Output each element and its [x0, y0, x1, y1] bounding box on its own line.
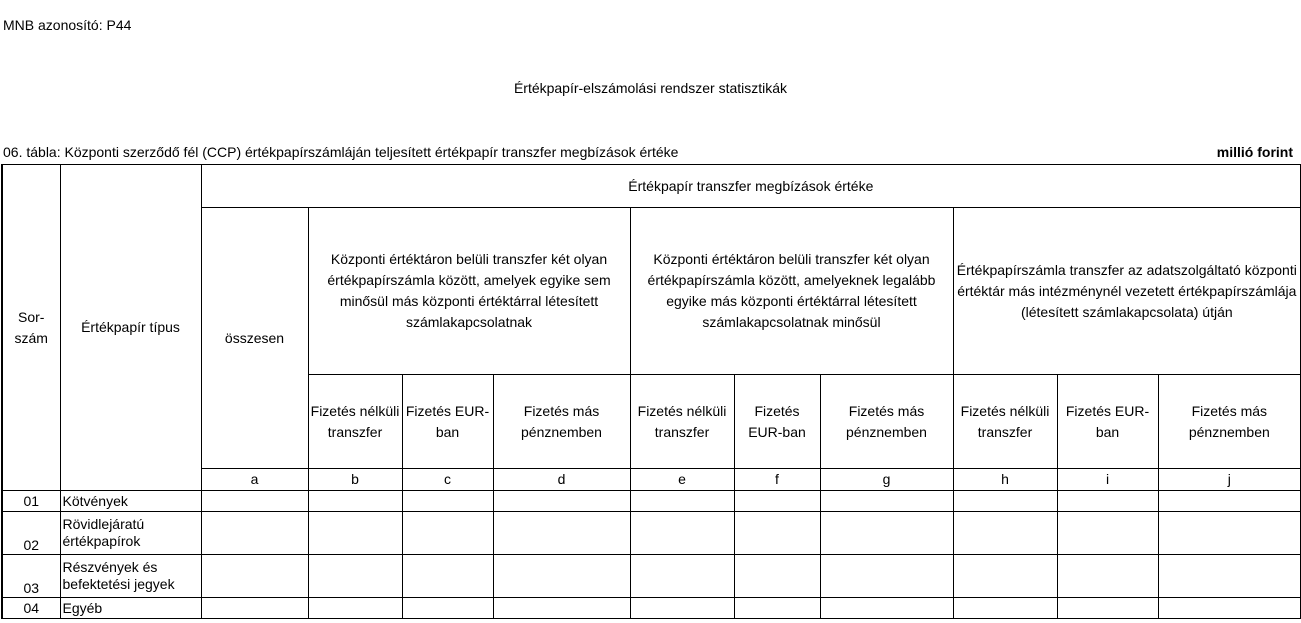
value-cell[interactable] — [820, 555, 953, 598]
value-cell[interactable] — [402, 512, 493, 555]
value-cell[interactable] — [308, 512, 402, 555]
value-cell[interactable] — [630, 491, 734, 512]
statistics-table — [1, 164, 1301, 619]
value-cell[interactable] — [402, 491, 493, 512]
value-cell[interactable] — [493, 491, 630, 512]
header-sub-col: Fizetés más pénznemben — [493, 375, 630, 469]
column-letter: g — [820, 469, 953, 491]
header-subgroup-2: Központi értéktáron belüli transzfer két olyan értékpapírszámla között, amelyeknek legalább egyike más központi értéktárral létesített számlakapcsolatnak minősül — [630, 208, 953, 375]
column-letter: b — [308, 469, 402, 491]
value-cell[interactable] — [1158, 598, 1301, 619]
header-transfer-value: Értékpapír transzfer megbízások értéke — [201, 165, 1301, 208]
value-cell[interactable] — [402, 598, 493, 619]
value-cell[interactable] — [201, 491, 308, 512]
table-row — [2, 491, 1301, 512]
header-sub-col: Fizetés más pénznemben — [1158, 375, 1301, 469]
value-cell[interactable] — [953, 555, 1057, 598]
row-security-type: Egyéb — [60, 598, 201, 619]
value-cell[interactable] — [734, 512, 820, 555]
row-number: 01 — [2, 491, 60, 512]
header-total: összesen — [201, 208, 308, 469]
table-row — [2, 598, 1301, 619]
header-sub-col: Fizetés EUR-ban — [1057, 375, 1158, 469]
value-cell[interactable] — [630, 555, 734, 598]
value-cell[interactable] — [493, 598, 630, 619]
header-sub-col: Fizetés nélküli transzfer — [308, 375, 402, 469]
table-row — [2, 555, 1301, 598]
value-cell[interactable] — [820, 491, 953, 512]
header-subgroup-3: Értékpapírszámla transzfer az adatszolgáltató központi értéktár más intézménynél vezetett értékpapírszámlája (létesített számlakapcsolata) útján — [953, 208, 1301, 375]
value-cell[interactable] — [1057, 598, 1158, 619]
value-cell[interactable] — [308, 555, 402, 598]
value-cell[interactable] — [734, 555, 820, 598]
column-letter: e — [630, 469, 734, 491]
row-number: 02 — [2, 512, 60, 555]
row-security-type: Rövidlejáratú értékpapírok — [60, 512, 201, 555]
table-caption: 06. tábla: Központi szerződő fél (CCP) értékpapírszámláján teljesített értékpapír transzfer megbízások értéke — [3, 144, 679, 160]
header-subgroup-1: Központi értéktáron belüli transzfer két olyan értékpapírszámla között, amelyek egyike sem minősül más központi értéktárral létesített számlakapcsolatnak — [308, 208, 630, 375]
value-cell[interactable] — [308, 491, 402, 512]
value-cell[interactable] — [953, 491, 1057, 512]
value-cell[interactable] — [734, 491, 820, 512]
header-sub-col: Fizetés EUR-ban — [734, 375, 820, 469]
header-sub-col: Fizetés nélküli transzfer — [630, 375, 734, 469]
value-cell[interactable] — [201, 512, 308, 555]
mnb-identifier: MNB azonosító: P44 — [3, 17, 132, 33]
header-security-type: Értékpapír típus — [60, 165, 201, 491]
value-cell[interactable] — [493, 555, 630, 598]
value-cell[interactable] — [201, 555, 308, 598]
row-number: 03 — [2, 555, 60, 598]
column-letter: h — [953, 469, 1057, 491]
page-title: Értékpapír-elszámolási rendszer statisztikák — [513, 80, 788, 96]
table-row — [2, 512, 1301, 555]
value-cell[interactable] — [1158, 555, 1301, 598]
value-cell[interactable] — [493, 512, 630, 555]
value-cell[interactable] — [820, 512, 953, 555]
value-cell[interactable] — [630, 512, 734, 555]
row-number: 04 — [2, 598, 60, 619]
header-sorszam: Sor-szám — [2, 165, 60, 491]
value-cell[interactable] — [402, 555, 493, 598]
column-letter: j — [1158, 469, 1301, 491]
value-cell[interactable] — [201, 598, 308, 619]
value-cell[interactable] — [308, 598, 402, 619]
value-cell[interactable] — [1057, 555, 1158, 598]
header-sub-col: Fizetés nélküli transzfer — [953, 375, 1057, 469]
unit-label: millió forint — [1216, 144, 1293, 160]
value-cell[interactable] — [1158, 491, 1301, 512]
column-letter: f — [734, 469, 820, 491]
row-security-type: Kötvények — [60, 491, 201, 512]
row-security-type: Részvények és befektetési jegyek — [60, 555, 201, 598]
header-sub-col: Fizetés EUR-ban — [402, 375, 493, 469]
column-letter: d — [493, 469, 630, 491]
value-cell[interactable] — [1057, 512, 1158, 555]
column-letter: c — [402, 469, 493, 491]
column-letter: i — [1057, 469, 1158, 491]
value-cell[interactable] — [1158, 512, 1301, 555]
header-sub-col: Fizetés más pénznemben — [820, 375, 953, 469]
value-cell[interactable] — [953, 598, 1057, 619]
value-cell[interactable] — [734, 598, 820, 619]
value-cell[interactable] — [1057, 491, 1158, 512]
value-cell[interactable] — [820, 598, 953, 619]
value-cell[interactable] — [953, 512, 1057, 555]
column-letter: a — [201, 469, 308, 491]
value-cell[interactable] — [630, 598, 734, 619]
